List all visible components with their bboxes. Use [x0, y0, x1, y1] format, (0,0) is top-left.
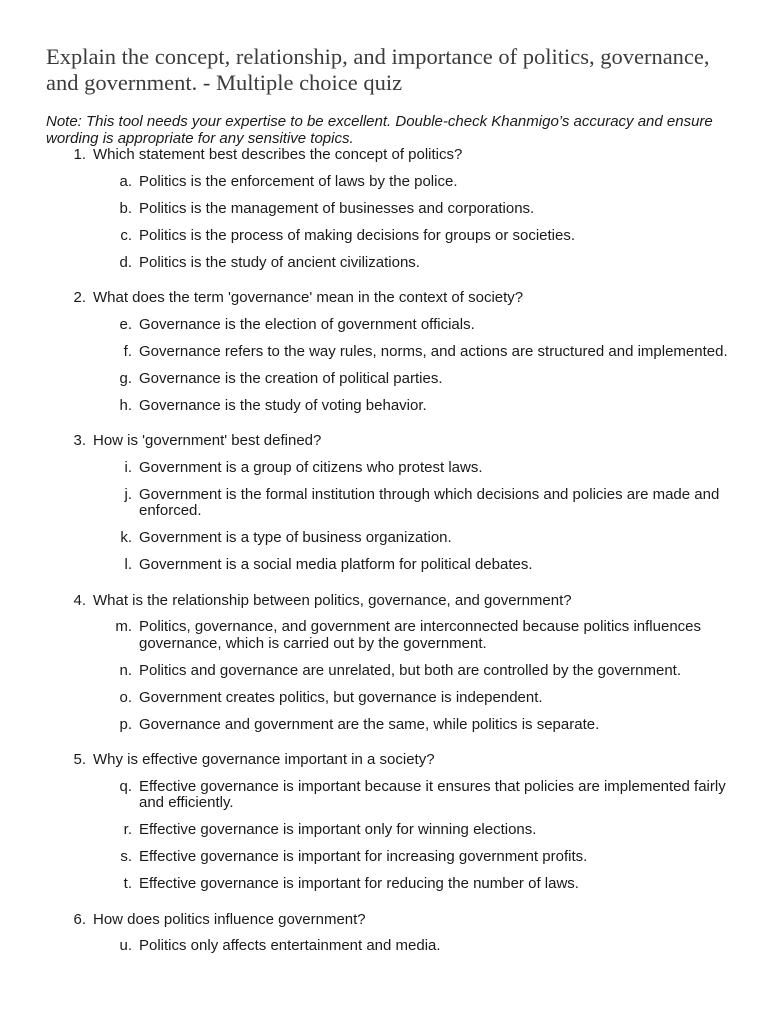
answer-option — [0, 822, 729, 839]
question-list — [0, 147, 768, 974]
answer-options — [0, 619, 768, 733]
question-item — [0, 433, 768, 574]
option-letter: c. — [120, 226, 132, 244]
option-letter: p. — [119, 715, 132, 733]
question-number: 3. — [73, 432, 86, 449]
question-item — [0, 752, 768, 893]
answer-option — [0, 876, 729, 893]
option-text: Government creates politics, but governance is independent. — [139, 688, 543, 706]
option-text: Governance is the election of government officials. — [139, 315, 475, 333]
option-text: Effective governance is important only for winning elections. — [139, 821, 537, 838]
answer-option — [0, 530, 729, 547]
question-text: What does the term 'governance' mean in the context of society? — [93, 289, 524, 306]
question-text: How does politics influence government? — [93, 910, 366, 928]
option-letter: i. — [124, 458, 132, 476]
question-row — [0, 290, 723, 307]
answer-option — [0, 938, 729, 955]
option-text: Politics only affects entertainment and media. — [139, 937, 441, 954]
option-text: Politics is the management of businesses and corporations. — [139, 199, 535, 217]
option-text: Government is a group of citizens who protest laws. — [139, 458, 483, 476]
answer-option — [0, 371, 729, 388]
question-row — [0, 912, 723, 929]
answer-option — [0, 619, 729, 652]
answer-options — [0, 317, 768, 415]
option-text: Government is the formal institution through which decisions and policies are made and enforced. — [139, 485, 720, 519]
disclaimer-note: Note: This tool needs your expertise to be excellent. Double-check Khanmigo’s accuracy and ensure wording is appropriate for any sensitive topics. — [46, 113, 713, 147]
option-letter: a. — [119, 172, 132, 190]
option-text: Politics and governance are unrelated, but both are controlled by the government. — [139, 661, 682, 679]
option-letter: h. — [119, 396, 132, 414]
option-text: Government is a type of business organization. — [139, 529, 452, 546]
answer-option — [0, 779, 729, 812]
option-text: Politics is the enforcement of laws by the police. — [139, 172, 458, 190]
question-row — [0, 752, 723, 769]
option-text: Effective governance is important for increasing government profits. — [139, 848, 588, 865]
answer-option — [0, 460, 729, 477]
question-number: 5. — [73, 751, 86, 768]
option-letter: k. — [120, 529, 132, 546]
option-letter: g. — [119, 369, 132, 387]
option-text: Governance and government are the same, while politics is separate. — [139, 715, 600, 733]
question-item — [0, 912, 768, 955]
answer-options — [0, 779, 768, 893]
option-text: Politics is the study of ancient civilizations. — [139, 253, 420, 271]
option-letter: d. — [119, 253, 132, 271]
answer-option — [0, 228, 729, 245]
question-text: Why is effective governance important in a society? — [93, 751, 435, 768]
option-text: Effective governance is important for reducing the number of laws. — [139, 875, 579, 892]
question-text: How is 'government' best defined? — [93, 432, 322, 449]
option-letter: f. — [123, 342, 132, 360]
option-text: Governance is the study of voting behavior. — [139, 396, 427, 414]
question-number: 1. — [73, 146, 86, 163]
option-letter: t. — [123, 875, 132, 892]
question-number: 4. — [73, 591, 86, 609]
option-letter: m. — [115, 618, 132, 635]
answer-option — [0, 487, 729, 520]
answer-option — [0, 344, 729, 361]
answer-options — [0, 938, 768, 955]
answer-option — [0, 317, 729, 334]
option-letter: r. — [123, 821, 132, 838]
page-title: Explain the concept, relationship, and importance of politics, governance, and government. - Multiple choice quiz — [46, 44, 710, 95]
option-letter: q. — [119, 777, 132, 795]
answer-option — [0, 201, 729, 218]
option-letter: n. — [119, 661, 132, 679]
option-text: Politics is the process of making decisions for groups or societies. — [139, 226, 576, 244]
option-letter: j. — [124, 485, 132, 503]
answer-option — [0, 557, 729, 574]
question-row — [0, 147, 723, 164]
option-letter: s. — [120, 848, 132, 865]
option-letter: u. — [119, 937, 132, 954]
question-item — [0, 147, 768, 271]
answer-option — [0, 398, 729, 415]
question-text: What is the relationship between politics, governance, and government? — [93, 591, 572, 609]
question-item — [0, 593, 768, 734]
answer-option — [0, 849, 729, 866]
option-text: Effective governance is important because it ensures that policies are implemented fairly and efficiently. — [139, 777, 726, 811]
option-letter: l. — [124, 556, 132, 573]
answer-option — [0, 174, 729, 191]
answer-options — [0, 460, 768, 574]
option-letter: o. — [119, 688, 132, 706]
answer-option — [0, 663, 729, 680]
option-text: Politics, governance, and government are interconnected because politics influences governance, which is carried out by the government. — [139, 618, 702, 652]
question-number: 6. — [73, 910, 86, 928]
question-row — [0, 433, 723, 450]
option-letter: e. — [119, 315, 132, 333]
answer-option — [0, 717, 729, 734]
question-item — [0, 290, 768, 414]
option-text: Government is a social media platform for political debates. — [139, 556, 533, 573]
option-text: Governance is the creation of political parties. — [139, 369, 443, 387]
question-row — [0, 593, 723, 610]
question-number: 2. — [73, 289, 86, 306]
answer-options — [0, 174, 768, 272]
option-text: Governance refers to the way rules, norms, and actions are structured and implemented. — [139, 342, 728, 360]
answer-option — [0, 690, 729, 707]
answer-option — [0, 255, 729, 272]
option-letter: b. — [119, 199, 132, 217]
question-text: Which statement best describes the concept of politics? — [93, 146, 463, 163]
